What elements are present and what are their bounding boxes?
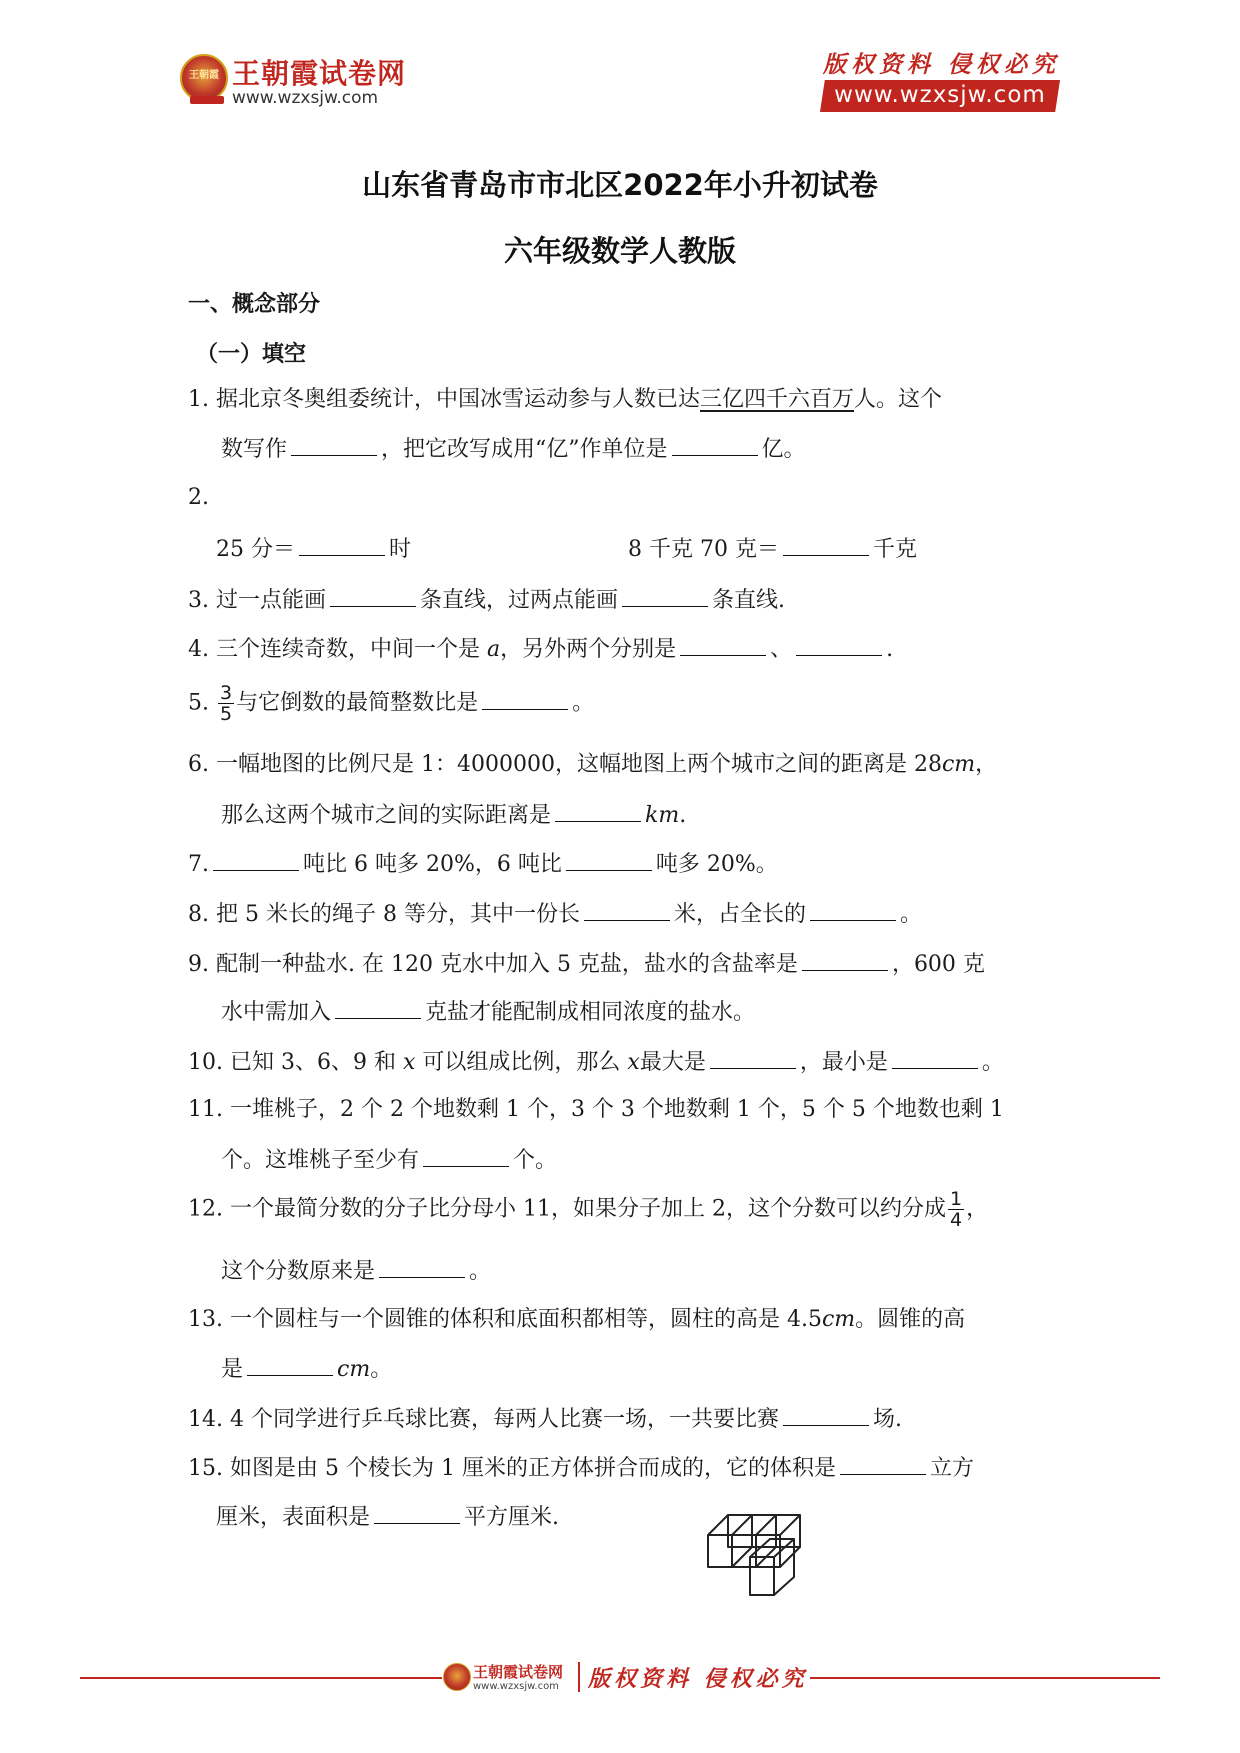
answer-blank[interactable] [291,433,377,456]
q1-text-4: 亿。 [761,437,806,462]
q2a-unit: 时 [389,537,412,562]
question-14 [188,1403,902,1435]
footer-divider-right [810,1677,1160,1679]
q4-text-3: 、 [770,637,793,662]
q9-text-4: 克盐才能配制成相同浓度的盐水。 [425,1000,756,1025]
question-4 [188,633,893,665]
q8-text: 8. 把 5 米长的绳子 8 等分，其中一份长 [188,902,580,927]
question-8 [188,898,922,930]
answer-blank[interactable] [892,1046,978,1069]
q15-end: 平方厘米. [464,1505,560,1530]
q15-text-3: 厘米，表面积是 [216,1505,371,1530]
logo-url: www.wzxsjw.com [232,88,379,108]
q10-variable: x [627,1050,640,1075]
q12-end: 。 [469,1259,492,1284]
q5-end: 。 [572,690,595,716]
q1-underlined: 三亿四千六百万 [700,387,855,412]
answer-blank[interactable] [374,1501,460,1524]
question-2: 2. [188,485,209,510]
question-2b [628,533,917,565]
q3-text: 3. 过一点能画 [188,588,326,613]
q11-end: 个。 [513,1148,558,1173]
q9-text: 9. 配制一种盐水. 在 120 克水中加入 5 克盐，盐水的含盐率是 [188,952,798,977]
q6-unit: cm [941,752,976,777]
q13-unit: cm [821,1307,856,1332]
q6-end: . [679,803,687,828]
answer-blank[interactable] [672,433,758,456]
q10-text-4: ，最小是 [799,1050,888,1075]
footer-logo-name[interactable]: 王朝霞试卷网 [473,1663,564,1681]
fraction-denominator: 5 [220,703,233,725]
ribbon-icon [190,96,224,104]
q12-text-2: 这个分数原来是 [221,1259,376,1284]
q3-text-2: 条直线，过两点能画 [419,588,618,613]
q15-text: 15. 如图是由 5 个棱长为 1 厘米的正方体拼合而成的，它的体积是 [188,1456,836,1481]
q8-text-2: 米，占全长的 [673,902,806,927]
answer-blank[interactable] [796,633,882,656]
q12-text: 12. 一个最简分数的分子比分母小 11，如果分子加上 2，这个分数可以约分成 [188,1196,946,1222]
q4-variable: a [486,637,501,662]
question-15-cont [216,1501,559,1533]
q2a-text: 25 分＝ [216,537,295,562]
q13-end: 。 [370,1357,393,1382]
question-3 [188,584,785,616]
seal-text: 王朝霞 [189,70,219,81]
q15-text-2: 立方 [929,1456,974,1481]
footer-divider-left [80,1677,442,1679]
answer-blank[interactable] [299,533,385,556]
q11-text-2: 个。这堆桃子至少有 [221,1148,420,1173]
answer-blank[interactable] [482,687,568,710]
answer-blank[interactable] [783,1403,869,1426]
fraction [948,1189,964,1230]
answer-blank[interactable] [213,848,299,871]
question-12-cont [221,1255,491,1287]
answer-blank[interactable] [566,848,652,871]
answer-blank[interactable] [423,1144,509,1167]
logo-name: 王朝霞试卷网 [232,57,407,90]
answer-blank[interactable] [335,996,421,1019]
q6-unit-2: km [645,803,680,828]
q9-text-2: ，600 克 [891,952,985,977]
answer-blank[interactable] [555,799,641,822]
answer-blank[interactable] [783,533,869,556]
subsection-heading: （一）填空 [196,342,307,367]
answer-blank[interactable] [622,584,708,607]
copyright-notice: 版权资料 侵权必究 [822,51,1060,78]
answer-blank[interactable] [840,1452,926,1475]
url-banner-link[interactable]: www.wzxsjw.com [834,82,1046,108]
q10-text: 10. 已知 3、6、9 和 [188,1050,396,1075]
q5-label: 5. [188,690,209,716]
answer-blank[interactable] [680,633,766,656]
q10-end: 。 [981,1050,1004,1075]
question-11: 11. 一堆桃子，2 个 2 个地数剩 1 个，3 个 3 个地数剩 1 个，5 个 5 个地数也剩 1 [188,1097,1004,1122]
answer-blank[interactable] [584,898,670,921]
q4-text-2: ，另外两个分别是 [500,637,677,662]
footer-copyright: 版权资料 侵权必究 [588,1666,808,1692]
q4-text: 4. 三个连续奇数，中间一个是 [188,637,480,662]
seal-icon [443,1663,471,1691]
fraction-denominator: 4 [949,1209,963,1231]
q4-text-4: . [886,637,894,662]
q5-text: 与它倒数的最简整数比是 [236,690,479,716]
q7-text: 吨比 6 吨多 20%，6 吨比 [303,852,562,877]
question-6-cont [221,799,686,831]
footer-separator [578,1662,580,1692]
question-9-cont [221,996,755,1028]
q6-text: 6. 一幅地图的比例尺是 1：4000000，这幅地图上两个城市之间的距离是 28 [188,752,942,777]
q3-text-3: 条直线. [712,588,785,613]
site-logo[interactable] [180,52,410,112]
q6-comma: ， [975,752,998,777]
fraction [218,683,234,724]
answer-blank[interactable] [810,898,896,921]
q13-text-2: 。圆锥的高 [855,1307,966,1332]
q7-text-2: 吨多 20%。 [655,852,778,877]
answer-blank[interactable] [330,584,416,607]
q8-end: 。 [899,902,922,927]
question-10 [188,1046,1004,1078]
q1-text: 1. 据北京冬奥组委统计，中国冰雪运动参与人数已达 [188,387,700,412]
question-1 [188,385,942,415]
q13-text: 13. 一个圆柱与一个圆锥的体积和底面积都相等，圆柱的高是 4.5 [188,1307,822,1332]
answer-blank[interactable] [710,1046,796,1069]
q2b-text: 8 千克 70 克＝ [628,537,779,562]
q6-text-2: 那么这两个城市之间的实际距离是 [221,803,552,828]
question-15 [188,1452,974,1484]
fraction-numerator: 1 [949,1188,963,1210]
question-6 [188,750,997,780]
cube-stack-figure [700,1505,830,1605]
q10-variable: x [402,1050,416,1075]
q14-end: 场. [872,1407,902,1432]
fraction-numerator: 3 [220,682,233,704]
page-subtitle: 六年级数学人教版 [503,234,736,268]
q1-text-3: ，把它改写成用“亿”作单位是 [381,437,668,462]
question-12 [188,1189,988,1230]
q1-text-end: 人。这个 [854,387,943,412]
answer-blank[interactable] [379,1255,465,1278]
q10-text-3: 最大是 [639,1050,706,1075]
page-title: 山东省青岛市市北区2022年小升初试卷 [362,168,878,202]
question-11-cont [221,1144,557,1176]
q1-text-2: 数写作 [221,437,288,462]
question-2a [216,533,411,565]
answer-blank[interactable] [802,948,888,971]
section-heading: 一、概念部分 [188,292,321,317]
q13-unit: cm [337,1357,371,1382]
q2b-unit: 千克 [872,537,917,562]
q9-text-3: 水中需加入 [221,1000,332,1025]
q13-text-3: 是 [221,1357,244,1382]
q14-text: 14. 4 个同学进行乒乓球比赛，每两人比赛一场，一共要比赛 [188,1407,779,1432]
footer-url[interactable]: www.wzxsjw.com [473,1681,559,1692]
q7-label: 7. [188,852,209,877]
question-9 [188,948,985,980]
q10-text-2: 可以组成比例，那么 [422,1050,621,1075]
question-13 [188,1305,965,1335]
q12-comma: ， [966,1196,989,1222]
question-1-cont [221,433,806,465]
question-13-cont [221,1353,392,1385]
answer-blank[interactable] [247,1353,333,1376]
question-7 [188,848,778,880]
question-5 [188,683,594,724]
